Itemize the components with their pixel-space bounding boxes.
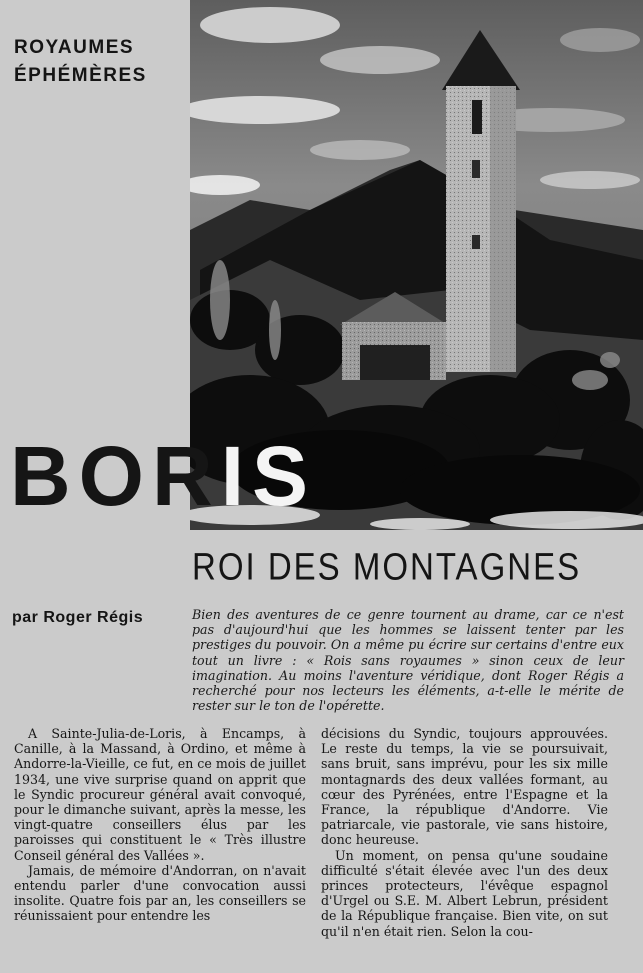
paragraph: Jamais, de mémoire d'Andorran, on n'avait entendu parler d'une convocation aussi insolite. Quatre fois par an, les conseillers se réunissaient pour entendre les [14,862,306,924]
body-column-right [321,726,608,939]
paragraph: décisions du Syndic, toujours approuvées. Le reste du temps, la vie se poursuivait, sans bruit, sans imprévu, pour les six mille montagnards des deux vallées formant, au cœur des Pyrénées, entre l'Espagne et la France, la république d'Andorre. Vie patriarcale, vie pastorale, vie sans histoire, donc heureuse. [321,726,608,848]
rubric-line-2: ÉPHÉMÈRES [14,65,147,86]
rubric-line-1: ROYAUMES [14,37,135,58]
intro-paragraph: Bien des aventures de ce genre tournent au drame, car ce n'est pas d'aujourd'hui que les hommes se laissent tenter par les prestiges du pouvoir. On a même pu écrire sur certains d'entre eux tout un livre : « Rois sans royaumes » sinon ceux de leur imagination. Au moins l'aventure véridique, dont Roger Régis a recherché pour nos lecteurs les éléments, a-t-elle le mérite de rester sur le ton de l'opérette. [192,607,624,714]
paragraph: A Sainte-Julia-de-Loris, à Encamps, à Canille, à la Massand, à Ordino, et même à Andorre-la-Vieille, ce fut, en ce mois de juillet 1934, une vive surprise quand on apprit que le Syndic procureur général avait convoqué, pour le dimanche suivant, après la messe, les vingt-quatre conseillers élus par les paroisses qui constituent le « Très illustre Conseil général des Vallées ». [14,726,306,863]
title-letter-b: B [10,429,79,523]
title-letter-s: S [252,429,317,523]
title-letter-o: O [78,429,153,523]
bell-tower [442,30,520,372]
title-letter-r: R [152,429,221,523]
article-subtitle: ROI DES MONTAGNES [192,545,582,588]
section-rubric [14,34,184,90]
paragraph: Un moment, on pensa qu'une soudaine difficulté s'était élevée avec l'un des deux princes protecteurs, l'évêque espagnol d'Urgel ou S.E. M. Albert Lebrun, président de la République française. Bien vite, on sut qu'il n'en était rien. Selon la cou- [321,847,608,939]
byline: par Roger Régis [12,609,144,626]
article-title [10,429,317,523]
body-column-left [14,726,306,924]
title-letter-i: I [220,429,253,523]
